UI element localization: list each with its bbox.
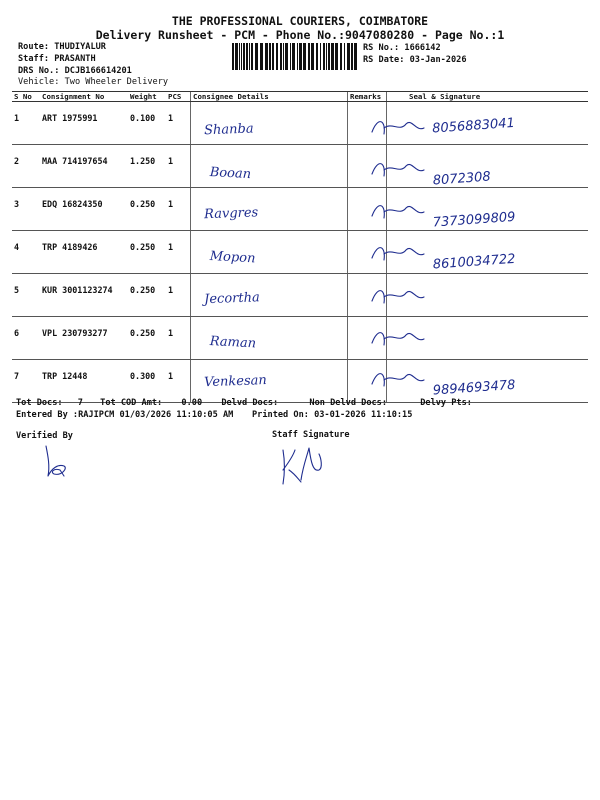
row-pcs: 1 [166, 102, 191, 145]
totals-line [16, 398, 472, 408]
seal-phone-number: 9894693478 [432, 377, 516, 399]
row-pcs: 1 [166, 274, 191, 317]
consignee-handwritten-name: Raman [209, 334, 257, 352]
rs-no-value: 1666142 [404, 43, 441, 53]
non-delvd-label: Non Delvd Docs: [309, 398, 388, 408]
row-consignment: TRP 12448 [40, 360, 128, 403]
delvy-pts-label: Delvy Pts: [420, 398, 472, 408]
row-sno: 4 [12, 231, 40, 274]
row-sno: 7 [12, 360, 40, 403]
rs-date-label: RS Date: [363, 55, 405, 65]
tot-cod-label: Tot COD Amt: [100, 398, 163, 408]
staff-signature-label: Staff Signature [272, 430, 350, 440]
runsheet-subtitle: Delivery Runsheet - PCM - Phone No.:9047080280 - Page No.:1 [95, 28, 505, 42]
row-weight: 0.100 [128, 102, 166, 145]
entered-by: Entered By :RAJIPCM 01/03/2026 11:10:05 AM [16, 410, 234, 420]
staff-value: PRASANTH [54, 54, 96, 64]
seal-signature-scribble [372, 206, 424, 218]
row-sno: 2 [12, 145, 40, 188]
row-consignment: ART 1975991 [40, 102, 128, 145]
seal-signature-scribble [372, 248, 424, 260]
row-pcs: 1 [166, 188, 191, 231]
seal-phone-number: 8072308 [432, 169, 492, 189]
seal-phone-number: 8610034722 [432, 251, 516, 273]
row-sno: 5 [12, 274, 40, 317]
seal-signature-scribble [372, 374, 424, 386]
vehicle-value: Two Wheeler Delivery [64, 77, 169, 87]
tot-docs-value: 7 [77, 398, 83, 408]
delvd-docs-label: Delvd Docs: [221, 398, 279, 408]
row-consignment: MAA 714197654 [40, 145, 128, 188]
seal-signature-scribble [372, 122, 424, 134]
row-consignment: TRP 4189426 [40, 231, 128, 274]
printed-on: Printed On: 03-01-2026 11:10:15 [252, 410, 413, 420]
tot-docs-label: Tot Docs: [16, 398, 63, 408]
row-sno: 6 [12, 317, 40, 360]
seal-signature-scribble [372, 164, 424, 176]
row-weight: 1.250 [128, 145, 166, 188]
verified-by-label: Verified By [16, 431, 73, 441]
col-weight: Weight [128, 92, 166, 102]
route-label: Route: [18, 42, 50, 52]
drs-label: DRS No.: [18, 66, 60, 76]
row-consignment: EDQ 16824350 [40, 188, 128, 231]
rs-date-value: 03-Jan-2026 [409, 55, 467, 65]
rs-no-label: RS No.: [363, 43, 400, 53]
row-pcs: 1 [166, 360, 191, 403]
seal-signature-scribble [372, 291, 424, 303]
row-weight: 0.250 [128, 274, 166, 317]
row-consignment: VPL 230793277 [40, 317, 128, 360]
col-remarks: Remarks [348, 92, 387, 102]
row-weight: 0.300 [128, 360, 166, 403]
consignee-handwritten-name: Jecortha [203, 290, 260, 308]
drs-value: DCJB166614201 [64, 66, 132, 76]
row-pcs: 1 [166, 231, 191, 274]
col-consignment: Consignment No [40, 92, 128, 102]
col-consignee: Consignee Details [191, 92, 348, 102]
route-value: THUDIYALUR [54, 42, 106, 52]
seal-signature-scribble [372, 333, 424, 345]
consignee-handwritten-name: Mopon [209, 249, 256, 267]
row-weight: 0.250 [128, 317, 166, 360]
consignee-handwritten-name: Booan [209, 165, 252, 183]
verified-signature [38, 442, 78, 482]
consignee-handwritten-name: Shanba [203, 121, 254, 139]
col-sno: S No [12, 92, 40, 102]
consignee-handwritten-name: Venkesan [203, 373, 268, 391]
vehicle-label: Vehicle: [18, 77, 60, 87]
col-seal: Seal & Signature [387, 92, 589, 102]
row-pcs: 1 [166, 145, 191, 188]
consignee-handwritten-name: Ravgres [203, 205, 259, 223]
staff-label: Staff: [18, 54, 50, 64]
col-pcs: PCS [166, 92, 191, 102]
row-sno: 3 [12, 188, 40, 231]
row-weight: 0.250 [128, 231, 166, 274]
row-weight: 0.250 [128, 188, 166, 231]
seal-phone-number: 7373099809 [432, 209, 516, 231]
row-pcs: 1 [166, 317, 191, 360]
company-title: THE PROFESSIONAL COURIERS, COIMBATORE [171, 14, 429, 28]
staff-signature [275, 440, 335, 490]
row-sno: 1 [12, 102, 40, 145]
seal-phone-number: 8056883041 [431, 115, 516, 137]
row-consignment: KUR 3001123274 [40, 274, 128, 317]
tot-cod-value: 0.00 [181, 398, 203, 408]
